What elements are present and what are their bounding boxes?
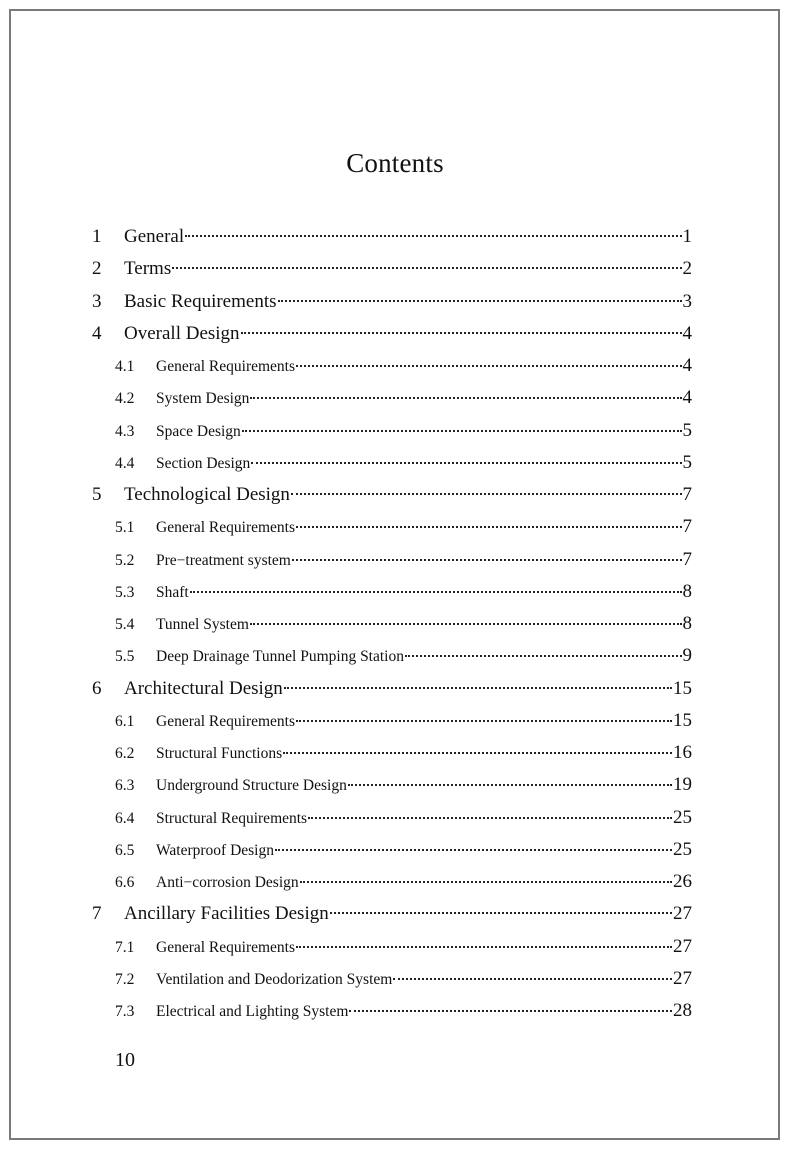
toc-entry-number: 6: [92, 677, 102, 699]
toc-entry-label: Structural Requirements: [156, 809, 308, 827]
page-number: 10: [115, 1049, 135, 1071]
toc-section-entry[interactable]: [115, 807, 692, 839]
toc-section-entry[interactable]: [115, 645, 692, 677]
toc-section-entry[interactable]: [115, 936, 692, 968]
toc-entry-number: 7.2: [115, 970, 135, 988]
toc-entry-page: 15: [673, 677, 692, 699]
toc-section-entry[interactable]: [115, 710, 692, 742]
toc-entry-page: 7: [682, 548, 692, 570]
toc-entry-page: 4: [682, 387, 692, 409]
toc-entry-number: 5.5: [115, 648, 135, 666]
dot-leader: [190, 591, 682, 593]
dot-leader: [393, 978, 672, 980]
toc-entry-number: 4.3: [115, 422, 135, 440]
dot-leader: [275, 849, 672, 851]
toc-section-entry[interactable]: [115, 387, 692, 419]
toc-entry-label: Tunnel System: [156, 616, 249, 633]
toc-entry-page: 9: [682, 645, 692, 667]
toc-entry-page: 8: [682, 580, 692, 602]
toc-entry-number: 6.3: [115, 777, 135, 795]
dot-leader: [330, 912, 672, 914]
toc-entry-label: Electrical and Lighting System: [156, 1003, 349, 1020]
toc-entry-page: 5: [682, 419, 692, 441]
toc-entry-label: General: [124, 226, 185, 247]
dot-leader: [241, 332, 682, 334]
toc-section-entry[interactable]: [115, 549, 692, 581]
toc-entry-number: 5.3: [115, 583, 135, 601]
toc-entry-page: 27: [673, 903, 692, 925]
toc-section-entry[interactable]: [115, 774, 692, 806]
toc-entry-label: Section Design: [156, 454, 251, 472]
toc-section-entry[interactable]: [115, 581, 692, 613]
toc-entry-page: 28: [673, 1000, 692, 1021]
toc-entry-label: Structural Functions: [156, 745, 283, 762]
toc-section-entry[interactable]: [115, 452, 692, 484]
toc-entry-label: Architectural Design: [124, 677, 283, 699]
toc-entry-page: 4: [682, 355, 692, 376]
dot-leader: [250, 623, 682, 625]
toc-entry-label: Ancillary Facilities Design: [124, 903, 329, 925]
toc-entry-page: 27: [673, 935, 692, 957]
toc-chapter-entry[interactable]: [92, 484, 692, 516]
toc-section-entry[interactable]: [115, 1000, 692, 1032]
toc-entry-number: 2: [92, 258, 102, 280]
toc-section-entry[interactable]: [115, 355, 692, 387]
toc-entry-page: 25: [673, 806, 692, 828]
toc-entry-number: 4: [92, 322, 102, 344]
dot-leader: [278, 300, 682, 302]
dot-leader: [349, 1010, 672, 1012]
toc-chapter-entry[interactable]: [92, 291, 692, 323]
toc-entry-page: 7: [682, 516, 692, 538]
toc-entry-number: 7.1: [115, 938, 135, 956]
toc-entry-label: Ventilation and Deodorization System: [156, 970, 393, 988]
toc-entry-page: 3: [682, 290, 692, 312]
toc-entry-page: 15: [673, 709, 692, 731]
toc-entry-label: System Design: [156, 390, 250, 408]
toc-entry-number: 7: [92, 903, 102, 925]
dot-leader: [292, 559, 682, 561]
toc-entry-number: 6.1: [115, 712, 135, 730]
toc-entry-number: 6.4: [115, 809, 135, 827]
toc-entry-page: 16: [673, 742, 692, 763]
toc-section-entry[interactable]: [115, 516, 692, 548]
toc-entry-number: 5.1: [115, 519, 135, 537]
toc-entry-number: 4.1: [115, 358, 135, 375]
toc-entry-number: 7.3: [115, 1003, 135, 1020]
toc-entry-label: Overall Design: [124, 322, 240, 344]
dot-leader: [296, 720, 672, 722]
toc-entry-page: 4: [682, 322, 692, 344]
toc-entry-number: 5: [92, 484, 102, 505]
dot-leader: [405, 655, 682, 657]
toc-entry-label: Underground Structure Design: [156, 777, 347, 795]
toc-entry-label: General Requirements: [156, 358, 296, 375]
dot-leader: [348, 784, 672, 786]
toc-entry-page: 1: [682, 226, 692, 247]
toc-entry-page: 8: [682, 613, 692, 634]
toc-entry-label: Shaft: [156, 583, 189, 601]
toc-entry-number: 4.4: [115, 454, 135, 472]
toc-entry-page: 27: [673, 967, 692, 989]
toc-entry-page: 7: [682, 484, 692, 505]
toc-chapter-entry[interactable]: [92, 258, 692, 290]
page-title: Contents: [346, 148, 444, 178]
toc-section-entry[interactable]: [115, 420, 692, 452]
toc-section-entry[interactable]: [115, 968, 692, 1000]
toc-entry-number: 6.5: [115, 841, 135, 859]
dot-leader: [300, 881, 672, 883]
toc-entry-page: 25: [673, 838, 692, 860]
toc-entry-number: 4.2: [115, 390, 135, 408]
toc-entry-number: 5.4: [115, 616, 135, 633]
toc-chapter-entry[interactable]: [92, 903, 692, 935]
toc-entry-label: Waterproof Design: [156, 841, 274, 859]
toc-entry-label: Technological Design: [124, 484, 290, 505]
toc-section-entry[interactable]: [115, 742, 692, 774]
toc-entry-label: Terms: [124, 258, 172, 280]
toc-section-entry[interactable]: [115, 839, 692, 871]
toc-entry-number: 3: [92, 290, 102, 312]
dot-leader: [296, 365, 681, 367]
toc-entry-number: 1: [92, 226, 102, 247]
dot-leader: [172, 267, 681, 269]
toc-entry-page: 26: [673, 871, 692, 892]
toc-entry-label: Basic Requirements: [124, 290, 277, 312]
toc-entry-label: General Requirements: [156, 938, 296, 956]
dot-leader: [291, 493, 682, 495]
dot-leader: [251, 462, 681, 464]
toc-entry-number: 6.6: [115, 874, 135, 891]
toc-chapter-entry[interactable]: [92, 323, 692, 355]
toc-entry-page: 19: [673, 774, 692, 796]
dot-leader: [308, 817, 672, 819]
dot-leader: [296, 946, 672, 948]
toc-entry-label: Deep Drainage Tunnel Pumping Station: [156, 648, 404, 666]
toc-entry-number: 5.2: [115, 551, 135, 569]
toc-chapter-entry[interactable]: [92, 226, 692, 258]
dot-leader: [250, 397, 681, 399]
toc-chapter-entry[interactable]: [92, 678, 692, 710]
dot-leader: [296, 526, 681, 528]
dot-leader: [242, 430, 682, 432]
toc-entry-page: 5: [682, 451, 692, 473]
toc-section-entry[interactable]: [115, 613, 692, 645]
toc-entry-page: 2: [682, 258, 692, 280]
dot-leader: [283, 752, 672, 754]
dot-leader: [284, 687, 672, 689]
toc-entry-label: General Requirements: [156, 519, 296, 537]
dot-leader: [185, 235, 681, 237]
toc-section-entry[interactable]: [115, 871, 692, 903]
toc-entry-label: General Requirements: [156, 712, 296, 730]
toc-entry-label: Space Design: [156, 422, 241, 440]
toc-entry-label: Anti−corrosion Design: [156, 874, 299, 891]
toc-entry-label: Pre−treatment system: [156, 551, 291, 569]
toc-entry-number: 6.2: [115, 745, 135, 762]
